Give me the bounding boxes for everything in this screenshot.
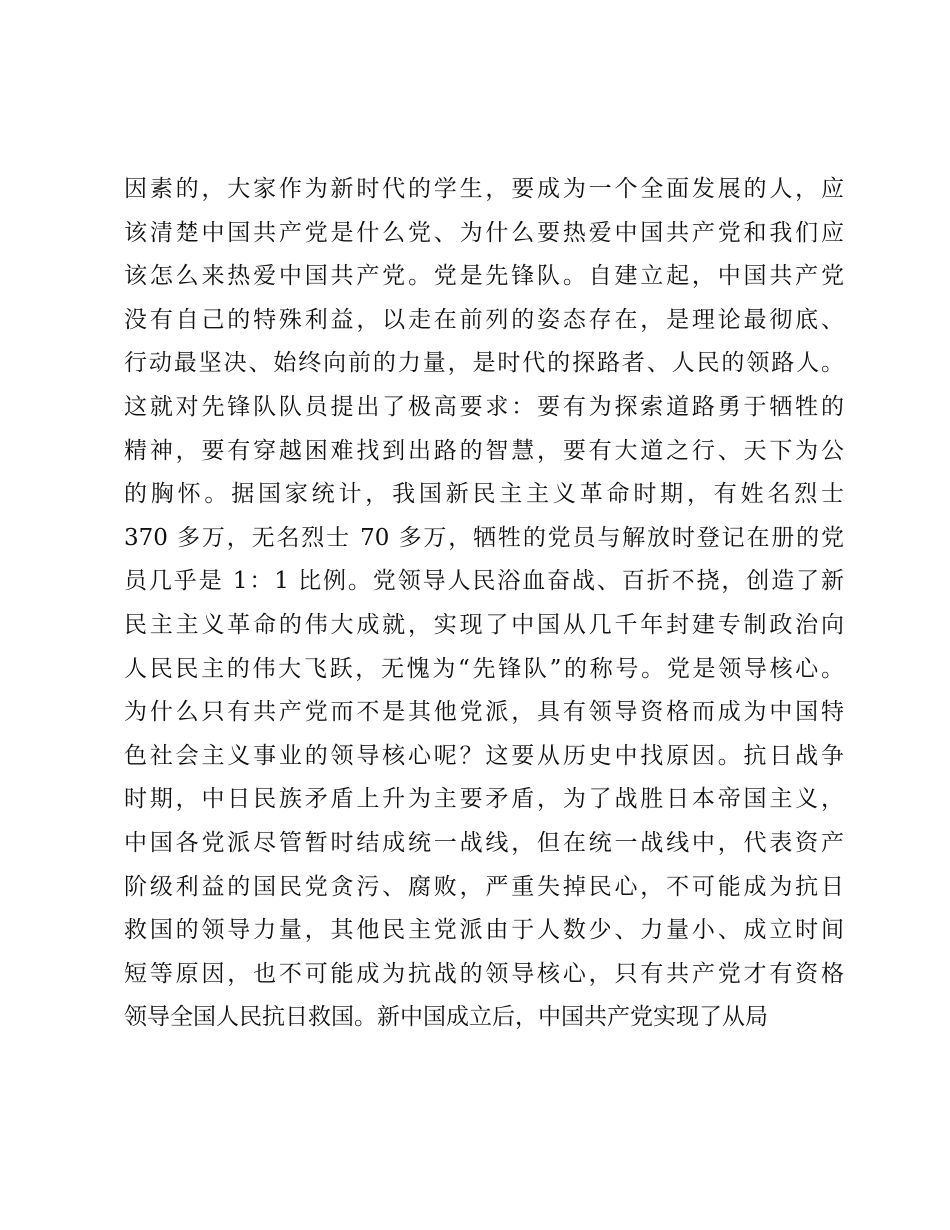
text-line: 员几乎是 1：1 比例。党领导人民浴血奋战、百折不挠，创造了新 <box>124 568 844 595</box>
text-line: 行动最坚决、始终向前的力量，是时代的探路者、人民的领路人。 <box>124 350 844 377</box>
text-line: 的胸怀。据国家统计，我国新民主主义革命时期，有姓名烈士 <box>124 481 844 508</box>
text-line: 救国的领导力量，其他民主党派由于人数少、力量小、成立时间 <box>124 917 844 944</box>
text-line: 没有自己的特殊利益，以走在前列的姿态存在，是理论最彻底、 <box>124 306 844 333</box>
text-line: 领导全国人民抗日救国。新中国成立后，中国共产党实现了从局 <box>124 1004 768 1031</box>
text-line: 时期，中日民族矛盾上升为主要矛盾，为了战胜日本帝国主义， <box>124 786 844 813</box>
text-line: 这就对先锋队队员提出了极高要求：要有为探索道路勇于牺牲的 <box>124 393 844 420</box>
text-line: 370 多万，无名烈士 70 多万，牺牲的党员与解放时登记在册的党 <box>124 524 844 551</box>
text-line: 短等原因，也不可能成为抗战的领导核心，只有共产党才有资格 <box>124 960 844 987</box>
text-line: 中国各党派尽管暂时结成统一战线，但在统一战线中，代表资产 <box>124 829 844 856</box>
text-line: 精神，要有穿越困难找到出路的智慧，要有大道之行、天下为公 <box>124 437 844 464</box>
text-line: 该怎么来热爱中国共产党。党是先锋队。自建立起，中国共产党 <box>124 263 844 290</box>
text-line: 色社会主义事业的领导核心呢？这要从历史中找原因。抗日战争 <box>124 742 844 769</box>
text-line: 人民民主的伟大飞跃，无愧为“先锋队”的称号。党是领导核心。 <box>124 655 844 682</box>
text-line: 为什么只有共产党而不是其他党派，具有领导资格而成为中国特 <box>124 699 844 726</box>
text-line: 因素的，大家作为新时代的学生，要成为一个全面发展的人，应 <box>124 176 844 202</box>
text-line: 民主主义革命的伟大成就，实现了中国从几千年封建专制政治向 <box>124 611 844 638</box>
body-text <box>124 168 844 1040</box>
text-line: 该清楚中国共产党是什么党、为什么要热爱中国共产党和我们应 <box>124 219 844 246</box>
text-line: 阶级利益的国民党贪污、腐败，严重失掉民心，不可能成为抗日 <box>124 873 844 900</box>
